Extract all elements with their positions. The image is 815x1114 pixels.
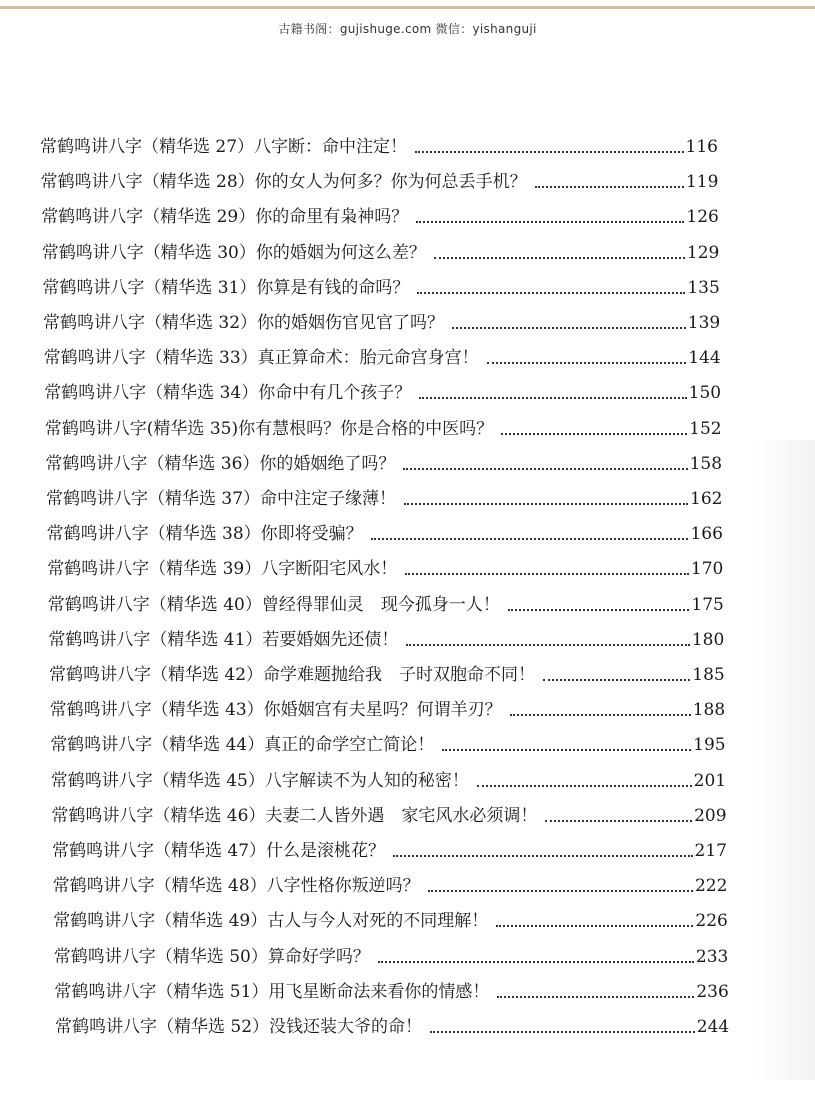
- toc-entry-title: 常鹤鸣讲八字(精华选 35)你有慧根吗？你是合格的中医吗？: [44, 418, 494, 439]
- dot-leader: [405, 571, 689, 575]
- dot-leader: [371, 536, 689, 540]
- toc-entry: [40, 130, 718, 158]
- toc-entry-title: 常鹤鸣讲八字（精华选 45）八字解读不为人知的秘密！: [50, 770, 469, 791]
- toc-entry-page: 144: [688, 348, 721, 369]
- toc-entry: [54, 975, 728, 1003]
- dot-leader: [403, 466, 687, 470]
- toc-entry-title: 常鹤鸣讲八字（精华选 49）古人与今人对死的不同理解！: [53, 911, 489, 932]
- dot-leader: [496, 923, 693, 927]
- toc-entry-page: 244: [696, 1017, 730, 1037]
- dot-leader: [393, 853, 693, 857]
- toc-entry: [53, 904, 728, 932]
- toc-entry: [48, 588, 724, 616]
- toc-entry-title: 常鹤鸣讲八字（精华选 37）命中注定子缘薄！: [46, 489, 397, 509]
- dot-leader: [487, 360, 687, 364]
- dot-leader: [378, 959, 694, 963]
- toc-entry-page: 139: [687, 313, 721, 333]
- toc-entry-page: 185: [692, 665, 725, 685]
- toc-entry-title: 常鹤鸣讲八字（精华选 41）若要婚姻先还债！: [48, 629, 399, 650]
- toc-entry: [43, 306, 720, 334]
- toc-entry-page: 180: [691, 629, 725, 650]
- toc-entry-title: 常鹤鸣讲八字（精华选 31）你算是有钱的命吗？: [42, 277, 410, 298]
- dot-leader: [417, 290, 685, 294]
- toc-entry-title: 常鹤鸣讲八字（精华选 33）真正算命术：胎元命宫身宫！: [43, 348, 479, 369]
- dot-leader: [406, 642, 689, 646]
- toc-entry-page: 152: [689, 418, 722, 439]
- dot-leader: [434, 255, 685, 259]
- toc-entry-title: 常鹤鸣讲八字（精华选 44）真正的命学空亡简论！: [50, 735, 435, 756]
- toc-entry-page: 158: [689, 453, 723, 474]
- dot-leader: [428, 888, 693, 892]
- toc-entry-page: 195: [693, 735, 726, 756]
- toc-entry: [45, 447, 722, 475]
- toc-entry-page: 226: [695, 911, 728, 932]
- toc-entry: [44, 376, 721, 404]
- toc-entry-page: 162: [690, 489, 723, 509]
- toc-entry-page: 175: [691, 594, 724, 615]
- toc-entry-title: 常鹤鸣讲八字（精华选 38）你即将受骗？: [46, 524, 363, 545]
- toc-entry-title: 常鹤鸣讲八字（精华选 29）你的命里有枭神吗？: [41, 207, 409, 228]
- toc-entry-title: 常鹤鸣讲八字（精华选 34）你命中有几个孩子？: [44, 383, 412, 404]
- toc-entry-title: 常鹤鸣讲八字（精华选 30）你的婚姻为何这么差？: [41, 242, 426, 263]
- dot-leader: [501, 431, 687, 435]
- toc-entry: [49, 658, 725, 686]
- dot-leader: [419, 395, 686, 399]
- toc-entry: [50, 728, 725, 756]
- toc-entry-page: 236: [696, 981, 729, 1002]
- toc-entry-page: 116: [685, 137, 718, 157]
- toc-entry-page: 222: [694, 876, 728, 897]
- dot-leader: [510, 712, 691, 716]
- banner-rule: [0, 6, 815, 9]
- dot-leader: [415, 149, 684, 153]
- toc-entry-title: 常鹤鸣讲八字（精华选 48）八字性格你叛逆吗？: [52, 876, 420, 897]
- toc-entry: [42, 271, 719, 299]
- toc-entry: [46, 482, 723, 510]
- toc-entry-page: 150: [688, 383, 722, 404]
- toc-entry: [51, 799, 726, 827]
- toc-entry-title: 常鹤鸣讲八字（精华选 39）八字断阳宅风水！: [47, 559, 398, 580]
- toc-entry-page: 126: [686, 207, 719, 228]
- toc-entry: [41, 165, 719, 193]
- toc-entry-title: 常鹤鸣讲八字（精华选 47）什么是滚桃花？: [52, 841, 386, 861]
- toc-entry: [54, 940, 729, 968]
- toc-entry: [50, 693, 726, 721]
- toc-entry: [44, 341, 721, 369]
- toc-entry-title: 常鹤鸣讲八字（精华选 42）命学难题抛给我 子时双胞命不同！: [49, 665, 536, 685]
- toc-entry-title: 常鹤鸣讲八字（精华选 50）算命好学吗？: [53, 946, 370, 967]
- toc-entry: [45, 412, 722, 440]
- toc-entry-title: 常鹤鸣讲八字（精华选 27）八字断：命中注定！: [40, 137, 408, 157]
- toc-entry: [53, 869, 728, 897]
- site-watermark: 古籍书阁：gujishuge.com 微信：yishanguji: [278, 22, 537, 36]
- dot-leader: [416, 219, 684, 223]
- toc-entry-page: 188: [692, 700, 726, 721]
- toc-entry-page: 217: [694, 841, 727, 861]
- toc-entry: [47, 552, 723, 580]
- toc-entry: [47, 517, 723, 545]
- dot-leader: [543, 677, 690, 681]
- toc-entry: [55, 1010, 729, 1038]
- toc-entry: [41, 200, 719, 228]
- dot-leader: [508, 607, 690, 611]
- toc-entry-title: 常鹤鸣讲八字（精华选 52）没钱还装大爷的命！: [55, 1017, 423, 1037]
- toc-entry: [52, 834, 727, 862]
- dot-leader: [477, 783, 692, 787]
- table-of-contents: [0, 40, 815, 1114]
- dot-leader: [442, 747, 691, 751]
- toc-entry-page: 170: [690, 559, 724, 580]
- dot-leader: [430, 1029, 695, 1033]
- toc-entry-page: 166: [690, 524, 723, 545]
- scanned-page: [0, 40, 815, 1114]
- toc-entry-title: 常鹤鸣讲八字（精华选 46）夫妻二人皆外遇 家宅风水必须调！: [51, 805, 538, 826]
- dot-leader: [452, 325, 686, 329]
- toc-entry-page: 129: [686, 242, 720, 263]
- top-banner: [0, 0, 815, 40]
- toc-entry-title: 常鹤鸣讲八字（精华选 40）曾经得罪仙灵 现今孤身一人！: [47, 594, 500, 615]
- toc-entry: [42, 236, 720, 264]
- toc-entry-page: 209: [694, 805, 727, 826]
- toc-entry-page: 233: [695, 946, 729, 967]
- toc-entry-page: 119: [685, 172, 719, 193]
- toc-entry-title: 常鹤鸣讲八字（精华选 28）你的女人为何多？你为何总丢手机？: [40, 172, 527, 193]
- toc-entry: [51, 764, 726, 792]
- toc-entry-title: 常鹤鸣讲八字（精华选 51）用飞星断命法来看你的情感！: [54, 981, 490, 1002]
- dot-leader: [545, 818, 692, 822]
- dot-leader: [497, 994, 694, 998]
- dot-leader: [535, 184, 684, 188]
- toc-entry-title: 常鹤鸣讲八字（精华选 43）你婚姻宫有夫星吗？何谓羊刃？: [49, 700, 502, 721]
- toc-entry: [48, 623, 724, 651]
- toc-entry-page: 135: [687, 277, 720, 298]
- toc-entry-page: 201: [693, 770, 727, 791]
- toc-entry-title: 常鹤鸣讲八字（精华选 32）你的婚姻伤官见官了吗？: [43, 313, 445, 333]
- dot-leader: [404, 501, 688, 505]
- toc-entry-title: 常鹤鸣讲八字（精华选 36）你的婚姻绝了吗？: [45, 453, 396, 474]
